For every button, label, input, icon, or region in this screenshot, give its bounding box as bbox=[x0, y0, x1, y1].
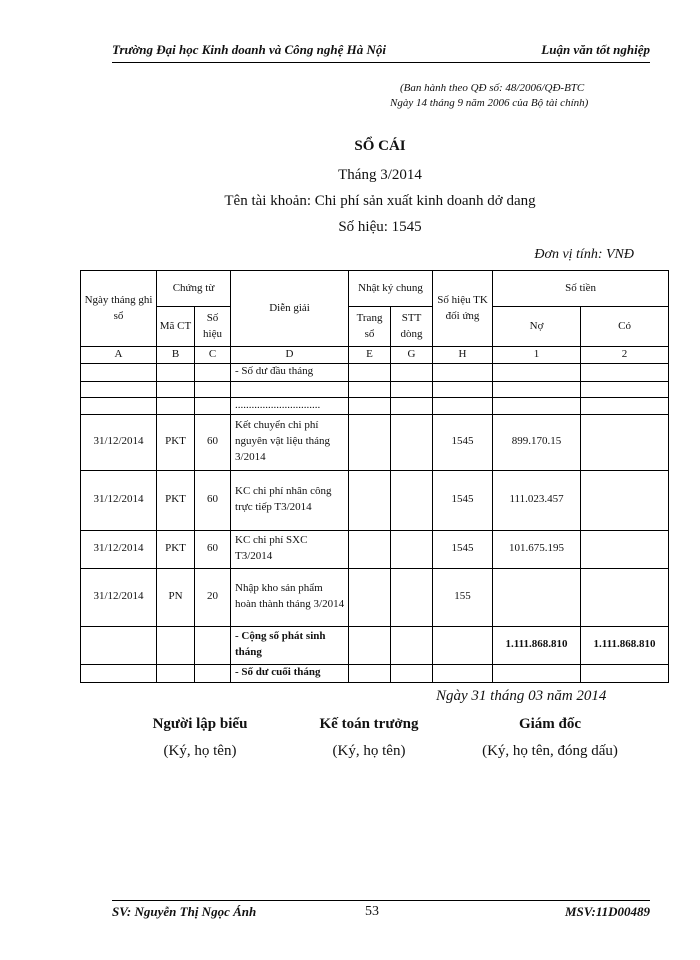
table-row bbox=[81, 397, 669, 414]
ledger-month: Tháng 3/2014 bbox=[338, 167, 422, 183]
col-letter: H bbox=[433, 347, 493, 364]
signature-role: Kế toán trưởng bbox=[319, 716, 419, 732]
row-debit: 899.170.15 bbox=[493, 414, 581, 470]
signature-preparer bbox=[130, 716, 270, 760]
ledger-title: SỔ CÁI bbox=[354, 138, 406, 154]
row-credit bbox=[581, 568, 669, 626]
row-no: 60 bbox=[195, 530, 231, 568]
row-debit: 111.023.457 bbox=[493, 470, 581, 530]
column-letter-row bbox=[81, 347, 669, 364]
row-code: PKT bbox=[157, 530, 195, 568]
table-row bbox=[81, 470, 669, 530]
row-date: 31/12/2014 bbox=[81, 530, 157, 568]
col-letter: 2 bbox=[581, 347, 669, 364]
col-letter: G bbox=[391, 347, 433, 364]
row-no: 20 bbox=[195, 568, 231, 626]
row-description: KC chi phí SXC T3/2014 bbox=[231, 530, 349, 568]
row-date: 31/12/2014 bbox=[81, 414, 157, 470]
signature-hint: (Ký, họ tên, đóng dấu) bbox=[482, 743, 618, 759]
signature-role: Giám đốc bbox=[518, 716, 582, 732]
row-date: 31/12/2014 bbox=[81, 470, 157, 530]
decree-line-2: Ngày 14 tháng 9 năm 2006 của Bộ tài chính) bbox=[390, 97, 589, 109]
table-row bbox=[81, 381, 669, 397]
signing-date: Ngày 31 tháng 03 năm 2014 bbox=[436, 688, 607, 704]
page-footer bbox=[112, 900, 650, 923]
total-label: - Cộng số phát sinh tháng bbox=[231, 626, 349, 664]
header-amount: Số tiền bbox=[493, 271, 669, 307]
signature-hint: (Ký, họ tên) bbox=[163, 743, 237, 759]
header-journal-page: Trang sổ bbox=[349, 307, 391, 347]
header-journal: Nhật ký chung bbox=[349, 271, 433, 307]
document-type: Luận văn tốt nghiệp bbox=[541, 42, 650, 57]
signature-role: Người lập biểu bbox=[152, 716, 248, 732]
closing-balance-label: - Số dư cuối tháng bbox=[231, 664, 349, 682]
table-row bbox=[81, 414, 669, 470]
row-account: 155 bbox=[433, 568, 493, 626]
row-description: Kết chuyển chi phí nguyên vật liệu tháng 3/2014 bbox=[231, 414, 349, 470]
row-credit bbox=[581, 470, 669, 530]
header-account: Số hiệu TK đối ứng bbox=[433, 271, 493, 347]
col-letter: B bbox=[157, 347, 195, 364]
header-journal-line: STT dòng bbox=[391, 307, 433, 347]
row-description: KC chi phí nhân công trực tiếp T3/2014 bbox=[231, 470, 349, 530]
col-letter: D bbox=[231, 347, 349, 364]
header-date: Ngày tháng ghi sổ bbox=[81, 271, 157, 347]
page-number: 53 bbox=[365, 904, 379, 919]
row-credit bbox=[581, 414, 669, 470]
account-name: Tên tài khoản: Chi phí sản xuất kinh doanh dở dang bbox=[224, 193, 536, 209]
col-letter: C bbox=[195, 347, 231, 364]
row-account: 1545 bbox=[433, 414, 493, 470]
header-debit: Nợ bbox=[493, 307, 581, 347]
row-no: 60 bbox=[195, 414, 231, 470]
school-name: Trường Đại học Kinh doanh và Công nghệ Hà Nội bbox=[112, 42, 386, 57]
header-voucher-no: Số hiệu bbox=[195, 307, 231, 347]
opening-balance-label: - Số dư đầu tháng bbox=[231, 363, 349, 381]
header-credit: Có bbox=[581, 307, 669, 347]
decree-line-1: (Ban hành theo QĐ số: 48/2006/QĐ-BTC bbox=[400, 82, 585, 94]
total-credit: 1.111.868.810 bbox=[581, 626, 669, 664]
row-debit bbox=[493, 568, 581, 626]
col-letter: 1 bbox=[493, 347, 581, 364]
total-row bbox=[81, 626, 669, 664]
row-description: Nhập kho sản phẩm hoàn thành tháng 3/2014 bbox=[231, 568, 349, 626]
ledger-table bbox=[80, 270, 669, 683]
currency-unit: Đơn vị tính: VNĐ bbox=[534, 247, 634, 262]
row-no: 60 bbox=[195, 470, 231, 530]
col-letter: E bbox=[349, 347, 391, 364]
student-name: SV: Nguyễn Thị Ngọc Ánh bbox=[112, 904, 257, 919]
row-account: 1545 bbox=[433, 470, 493, 530]
table-row bbox=[81, 568, 669, 626]
row-code: PKT bbox=[157, 470, 195, 530]
table-row bbox=[81, 530, 669, 568]
header-voucher: Chứng từ bbox=[157, 271, 231, 307]
row-date: 31/12/2014 bbox=[81, 568, 157, 626]
signature-director bbox=[450, 716, 650, 760]
signature-hint: (Ký, họ tên) bbox=[332, 743, 406, 759]
closing-row bbox=[81, 664, 669, 682]
row-debit: 101.675.195 bbox=[493, 530, 581, 568]
student-id: MSV:11D00489 bbox=[565, 904, 650, 919]
dots-filler: ............................... bbox=[231, 397, 349, 414]
table-row bbox=[81, 363, 669, 381]
header-description: Diễn giải bbox=[231, 271, 349, 347]
row-account: 1545 bbox=[433, 530, 493, 568]
account-code: Số hiệu: 1545 bbox=[338, 219, 422, 235]
row-code: PN bbox=[157, 568, 195, 626]
row-code: PKT bbox=[157, 414, 195, 470]
col-letter: A bbox=[81, 347, 157, 364]
page-header bbox=[112, 40, 650, 63]
row-credit bbox=[581, 530, 669, 568]
total-debit: 1.111.868.810 bbox=[493, 626, 581, 664]
signature-chief-accountant bbox=[294, 716, 444, 760]
header-voucher-code: Mã CT bbox=[157, 307, 195, 347]
